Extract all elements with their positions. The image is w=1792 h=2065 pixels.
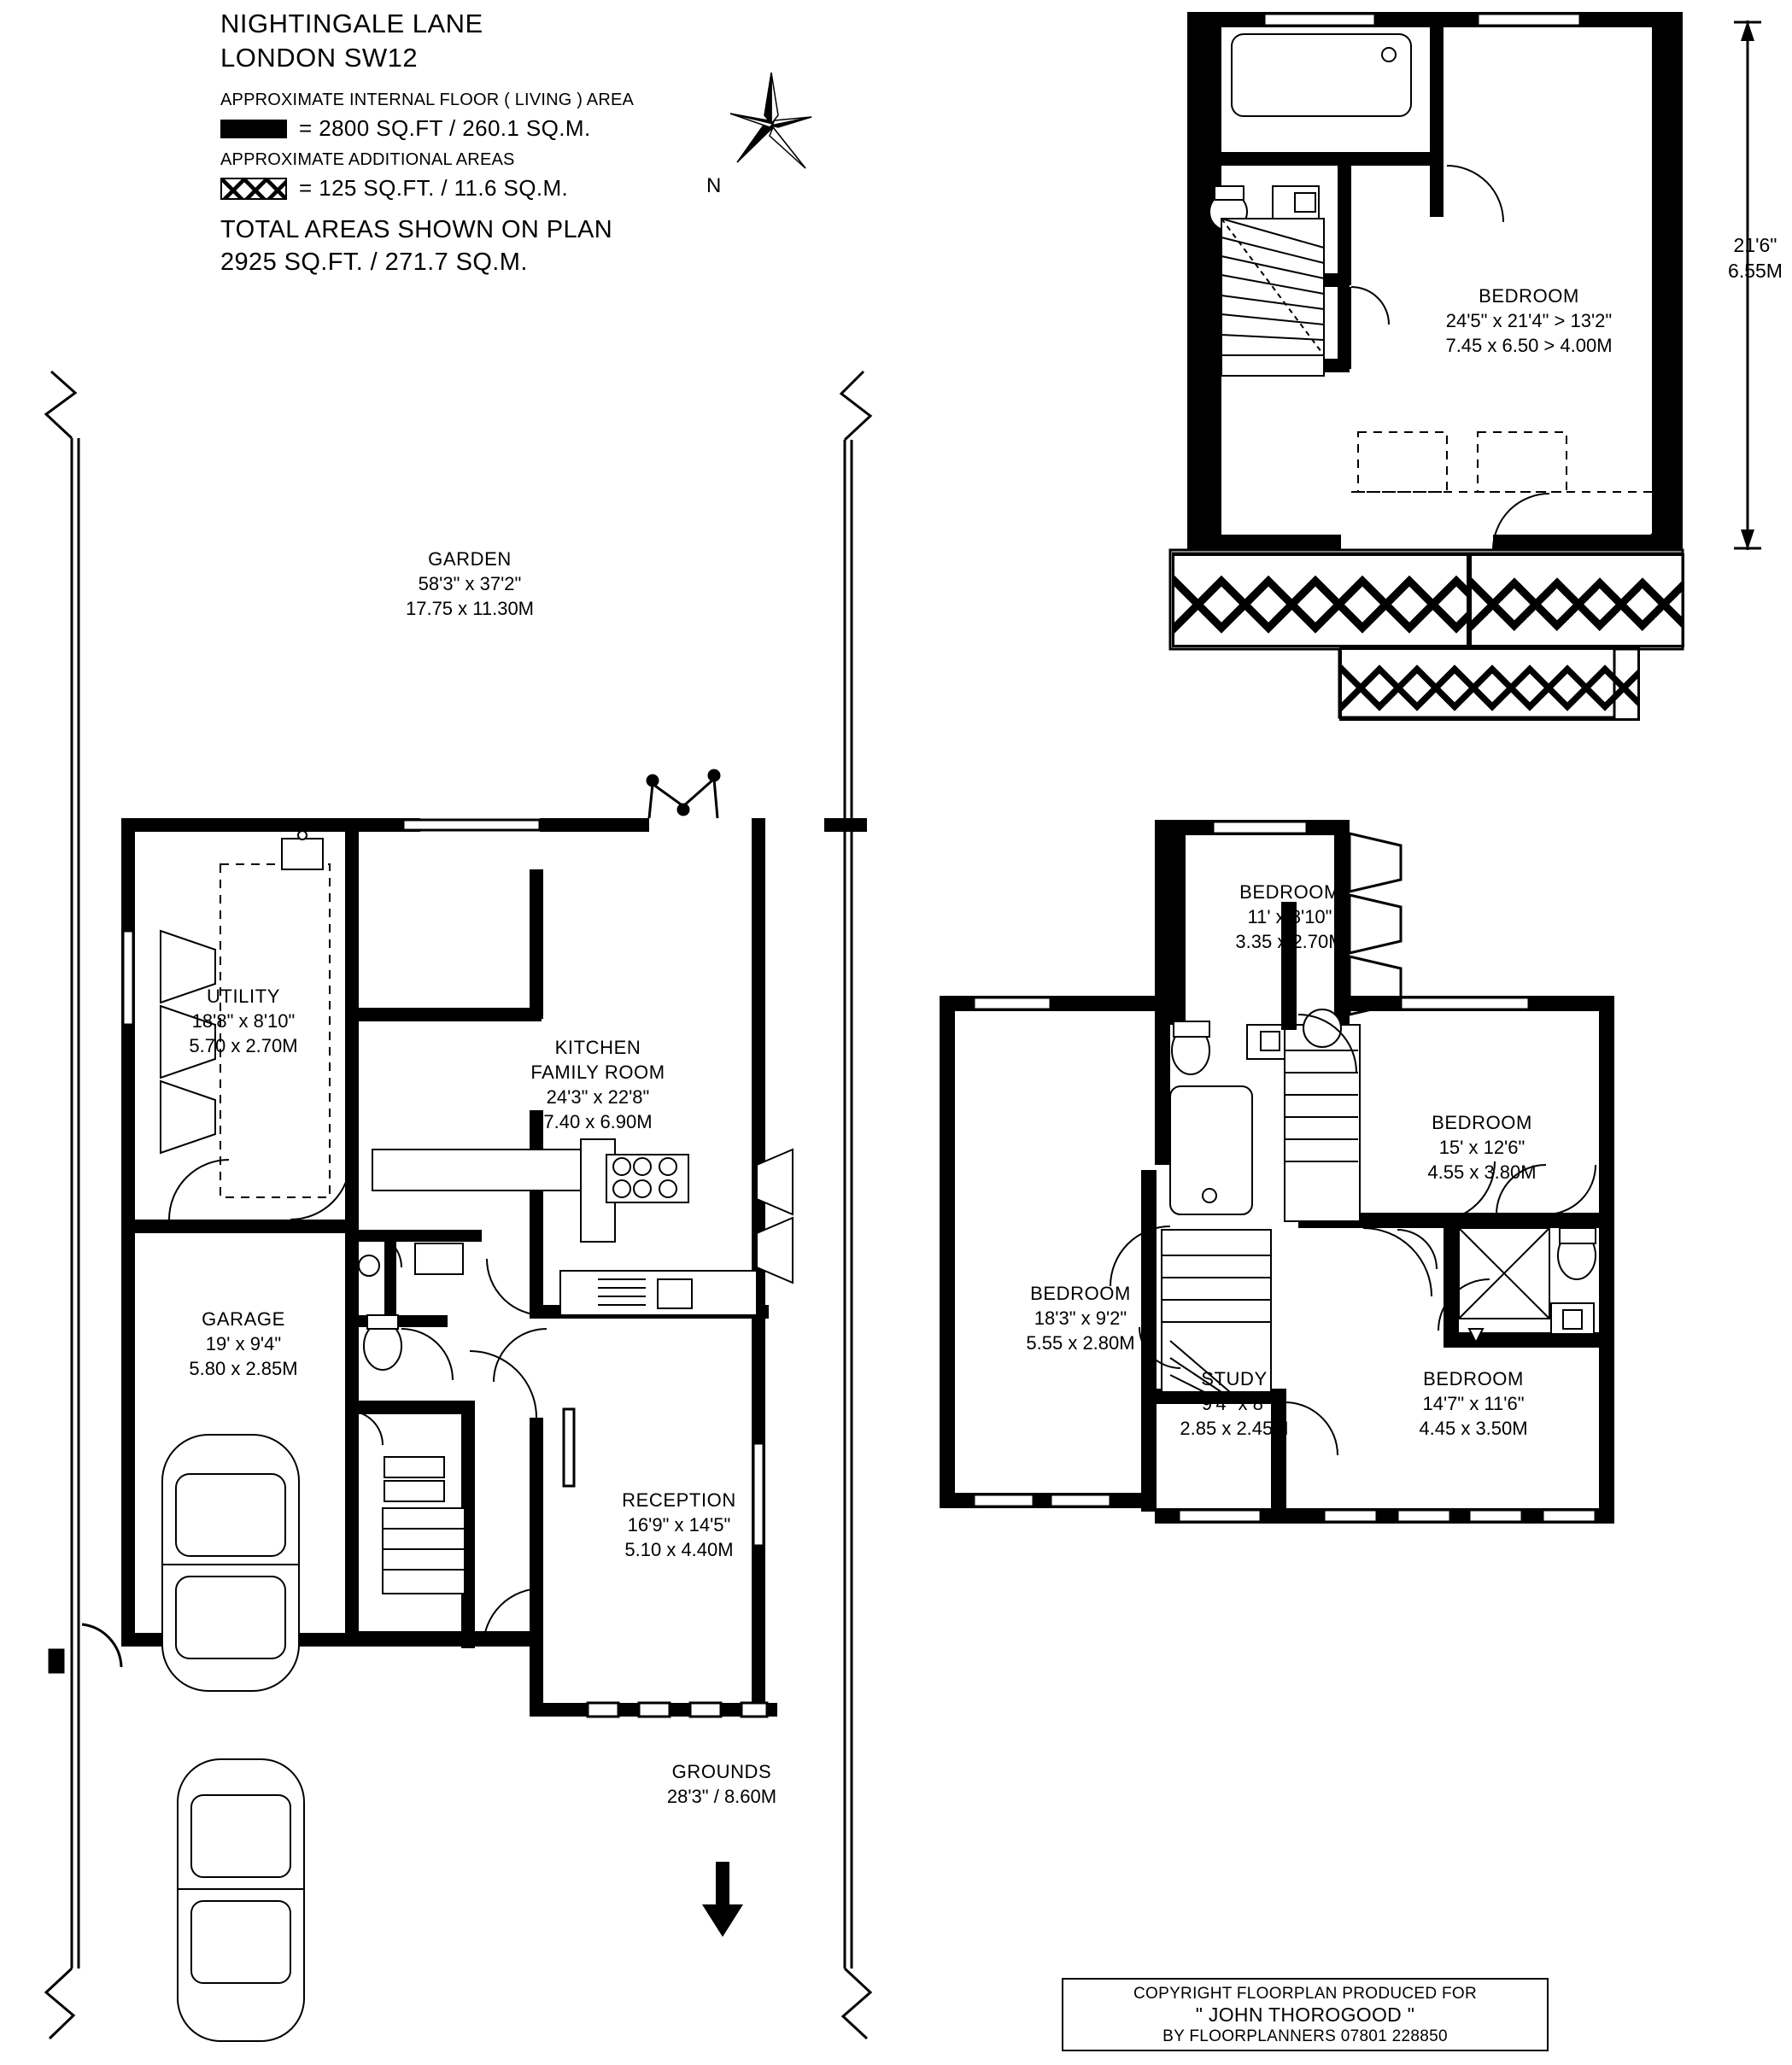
dimension-line-loft-height bbox=[1731, 12, 1765, 559]
copyright-line2: " JOHN THOROGOOD " bbox=[1195, 2003, 1415, 2026]
loft-terrace-hatch-lower bbox=[1339, 647, 1640, 721]
legend-additional-caption: APPROXIMATE ADDITIONAL AREAS bbox=[220, 150, 515, 169]
copyright-box bbox=[1062, 1978, 1549, 2051]
room-label-kitchen-family: KITCHEN FAMILY ROOM 24'3" x 22'8" 7.40 x 6.90M bbox=[530, 1037, 665, 1132]
room-label-bedroom-bottom-right: BEDROOM 14'7" x 11'6" 4.45 x 3.50M bbox=[1419, 1368, 1528, 1439]
legend-internal-caption: APPROXIMATE INTERNAL FLOOR ( LIVING ) AREA bbox=[220, 91, 635, 109]
legend-internal-value: = 2800 SQ.FT / 260.1 SQ.M. bbox=[299, 115, 591, 141]
page-title-line2: LONDON SW12 bbox=[220, 43, 419, 73]
room-label-bedroom-right: BEDROOM 15' x 12'6" 4.55 x 3.80M bbox=[1427, 1112, 1537, 1183]
loft-terrace-hatch-left bbox=[1172, 553, 1469, 647]
room-label-bedroom-small-top: BEDROOM 11' x 8'10" 3.35 x 2.70M bbox=[1235, 881, 1344, 952]
room-label-utility: UTILITY 18'8" x 8'10" 5.70 x 2.70M bbox=[189, 986, 298, 1056]
copyright-line3: BY FLOORPLANNERS 07801 228850 bbox=[1162, 2027, 1448, 2045]
room-label-garage: GARAGE 19' x 9'4" 5.80 x 2.85M bbox=[189, 1308, 298, 1379]
page-title-line1: NIGHTINGALE LANE bbox=[220, 9, 483, 38]
room-label-bedroom-left: BEDROOM 18'3" x 9'2" 5.55 x 2.80M bbox=[1026, 1283, 1135, 1354]
loft-terrace-hatch-right bbox=[1469, 553, 1684, 647]
legend-additional-value: = 125 SQ.FT. / 11.6 SQ.M. bbox=[299, 175, 569, 201]
room-label-reception: RECEPTION 16'9" x 14'5" 5.10 x 4.40M bbox=[622, 1489, 736, 1560]
room-label-loft-bedroom: BEDROOM 24'5" x 21'4" > 13'2" 7.45 x 6.50 > 4.00M bbox=[1445, 285, 1613, 356]
copyright-line1: COPYRIGHT FLOORPLAN PRODUCED FOR bbox=[1133, 1984, 1477, 2003]
compass-north-label: N bbox=[706, 174, 722, 197]
room-label-garden: GARDEN 58'3" x 37'2" 17.75 x 11.30M bbox=[405, 548, 535, 619]
legend-total-line2: 2925 SQ.FT. / 271.7 SQ.M. bbox=[220, 249, 528, 276]
room-label-grounds: GROUNDS 28'3" / 8.60M bbox=[666, 1761, 777, 1807]
room-label-study: STUDY 9'4" x 8' 2.85 x 2.45M bbox=[1180, 1368, 1289, 1439]
legend-total-line1: TOTAL AREAS SHOWN ON PLAN bbox=[220, 216, 613, 243]
dimension-label-loft-height: 21'6" 6.55M bbox=[1728, 234, 1783, 282]
